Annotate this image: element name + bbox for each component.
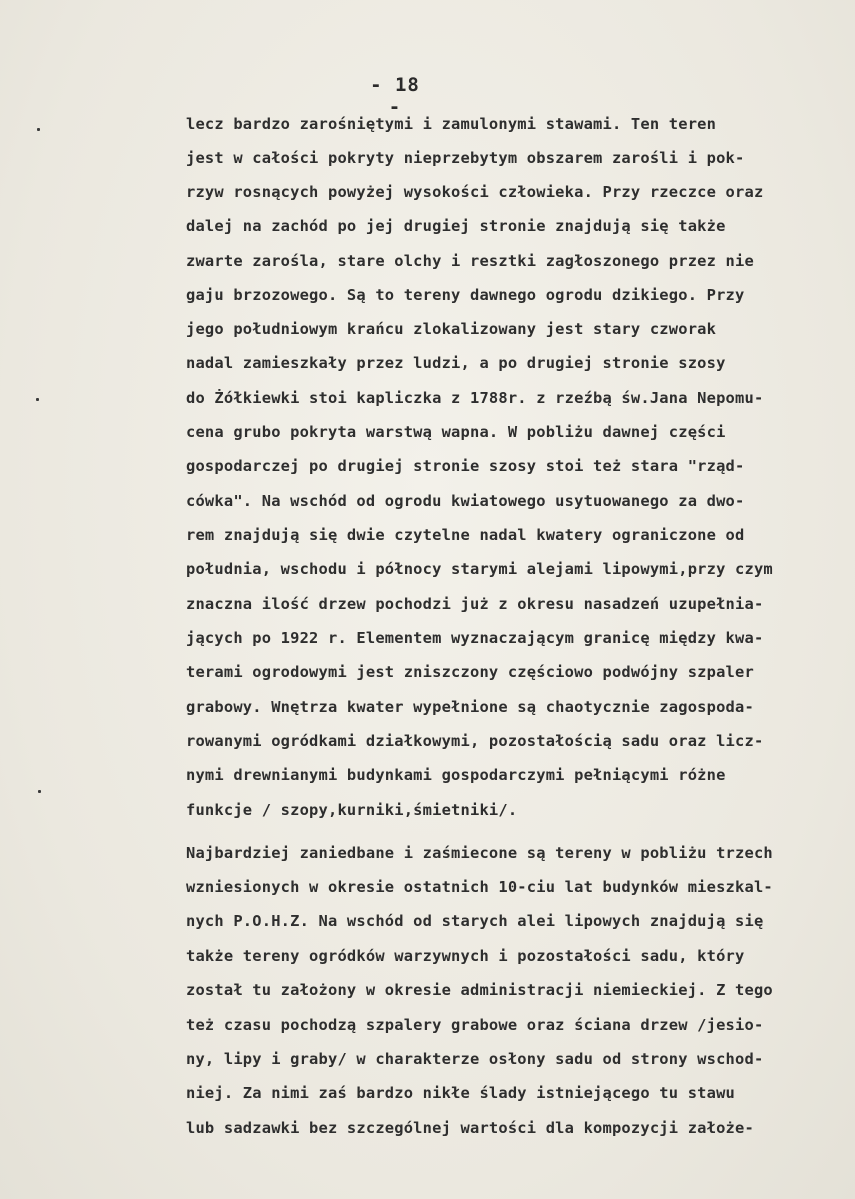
text-line: zwarte zarośla, stare olchy i resztki zagłoszonego przez nie xyxy=(186,252,754,270)
text-line: rzyw rosnących powyżej wysokości człowieka. Przy rzeczce oraz xyxy=(186,183,764,201)
text-line: nych P.O.H.Z. Na wschód od starych alei lipowych znajdują się xyxy=(186,912,764,930)
text-line: jego południowym krańcu zlokalizowany jest stary czworak xyxy=(186,320,717,338)
text-line: lecz bardzo zarośniętymi i zamulonymi stawami. Ten teren xyxy=(186,115,717,133)
text-line: cena grubo pokryta warstwą wapna. W pobliżu dawnej części xyxy=(186,423,726,441)
text-line: lub sadzawki bez szczególnej wartości dla kompozycji założe- xyxy=(186,1119,754,1137)
page-number: - 18 - xyxy=(370,74,420,118)
text-line: rem znajdują się dwie czytelne nadal kwatery ograniczone od xyxy=(186,526,745,544)
text-line: jących po 1922 r. Elementem wyznaczającym granicę między kwa- xyxy=(186,629,764,647)
text-line: Najbardziej zaniedbane i zaśmiecone są tereny w pobliżu trzech xyxy=(186,844,773,862)
text-line: funkcje / szopy,kurniki,śmietniki/. xyxy=(186,801,518,819)
margin-mark xyxy=(38,790,41,793)
text-line: nadal zamieszkały przez ludzi, a po drugiej stronie szosy xyxy=(186,354,726,372)
text-line: także tereny ogródków warzywnych i pozostałości sadu, który xyxy=(186,947,745,965)
text-line: niej. Za nimi zaś bardzo nikłe ślady istniejącego tu stawu xyxy=(186,1084,736,1102)
margin-mark xyxy=(36,398,39,401)
text-line: gospodarczej po drugiej stronie szosy stoi też stara "rząd- xyxy=(186,457,745,475)
text-line: znaczna ilość drzew pochodzi już z okresu nasadzeń uzupełnia- xyxy=(186,595,764,613)
text-line: rowanymi ogródkami działkowymi, pozostałością sadu oraz licz- xyxy=(186,732,764,750)
text-line: wzniesionych w okresie ostatnich 10-ciu lat budynków mieszkal- xyxy=(186,878,773,896)
text-line: nymi drewnianymi budynkami gospodarczymi pełniącymi różne xyxy=(186,766,726,784)
margin-mark xyxy=(37,128,40,131)
text-line: do Żółkiewki stoi kapliczka z 1788r. z rzeźbą św.Jana Nepomu- xyxy=(186,389,764,407)
text-line: gaju brzozowego. Są to tereny dawnego ogrodu dzikiego. Przy xyxy=(186,286,745,304)
text-line: południa, wschodu i północy starymi alejami lipowymi,przy czym xyxy=(186,560,773,578)
text-line: cówka". Na wschód od ogrodu kwiatowego usytuowanego za dwo- xyxy=(186,492,745,510)
text-line: ny, lipy i graby/ w charakterze osłony sadu od strony wschod- xyxy=(186,1050,764,1068)
text-line: jest w całości pokryty nieprzebytym obszarem zarośli i pok- xyxy=(186,149,745,167)
text-line: terami ogrodowymi jest zniszczony częściowo podwójny szpaler xyxy=(186,663,754,681)
text-line: też czasu pochodzą szpalery grabowe oraz ściana drzew /jesio- xyxy=(186,1016,764,1034)
text-line: dalej na zachód po jej drugiej stronie znajdują się także xyxy=(186,217,726,235)
text-line: grabowy. Wnętrza kwater wypełnione są chaotycznie zagospoda- xyxy=(186,698,754,716)
text-line: został tu założony w okresie administracji niemieckiej. Z tego xyxy=(186,981,773,999)
